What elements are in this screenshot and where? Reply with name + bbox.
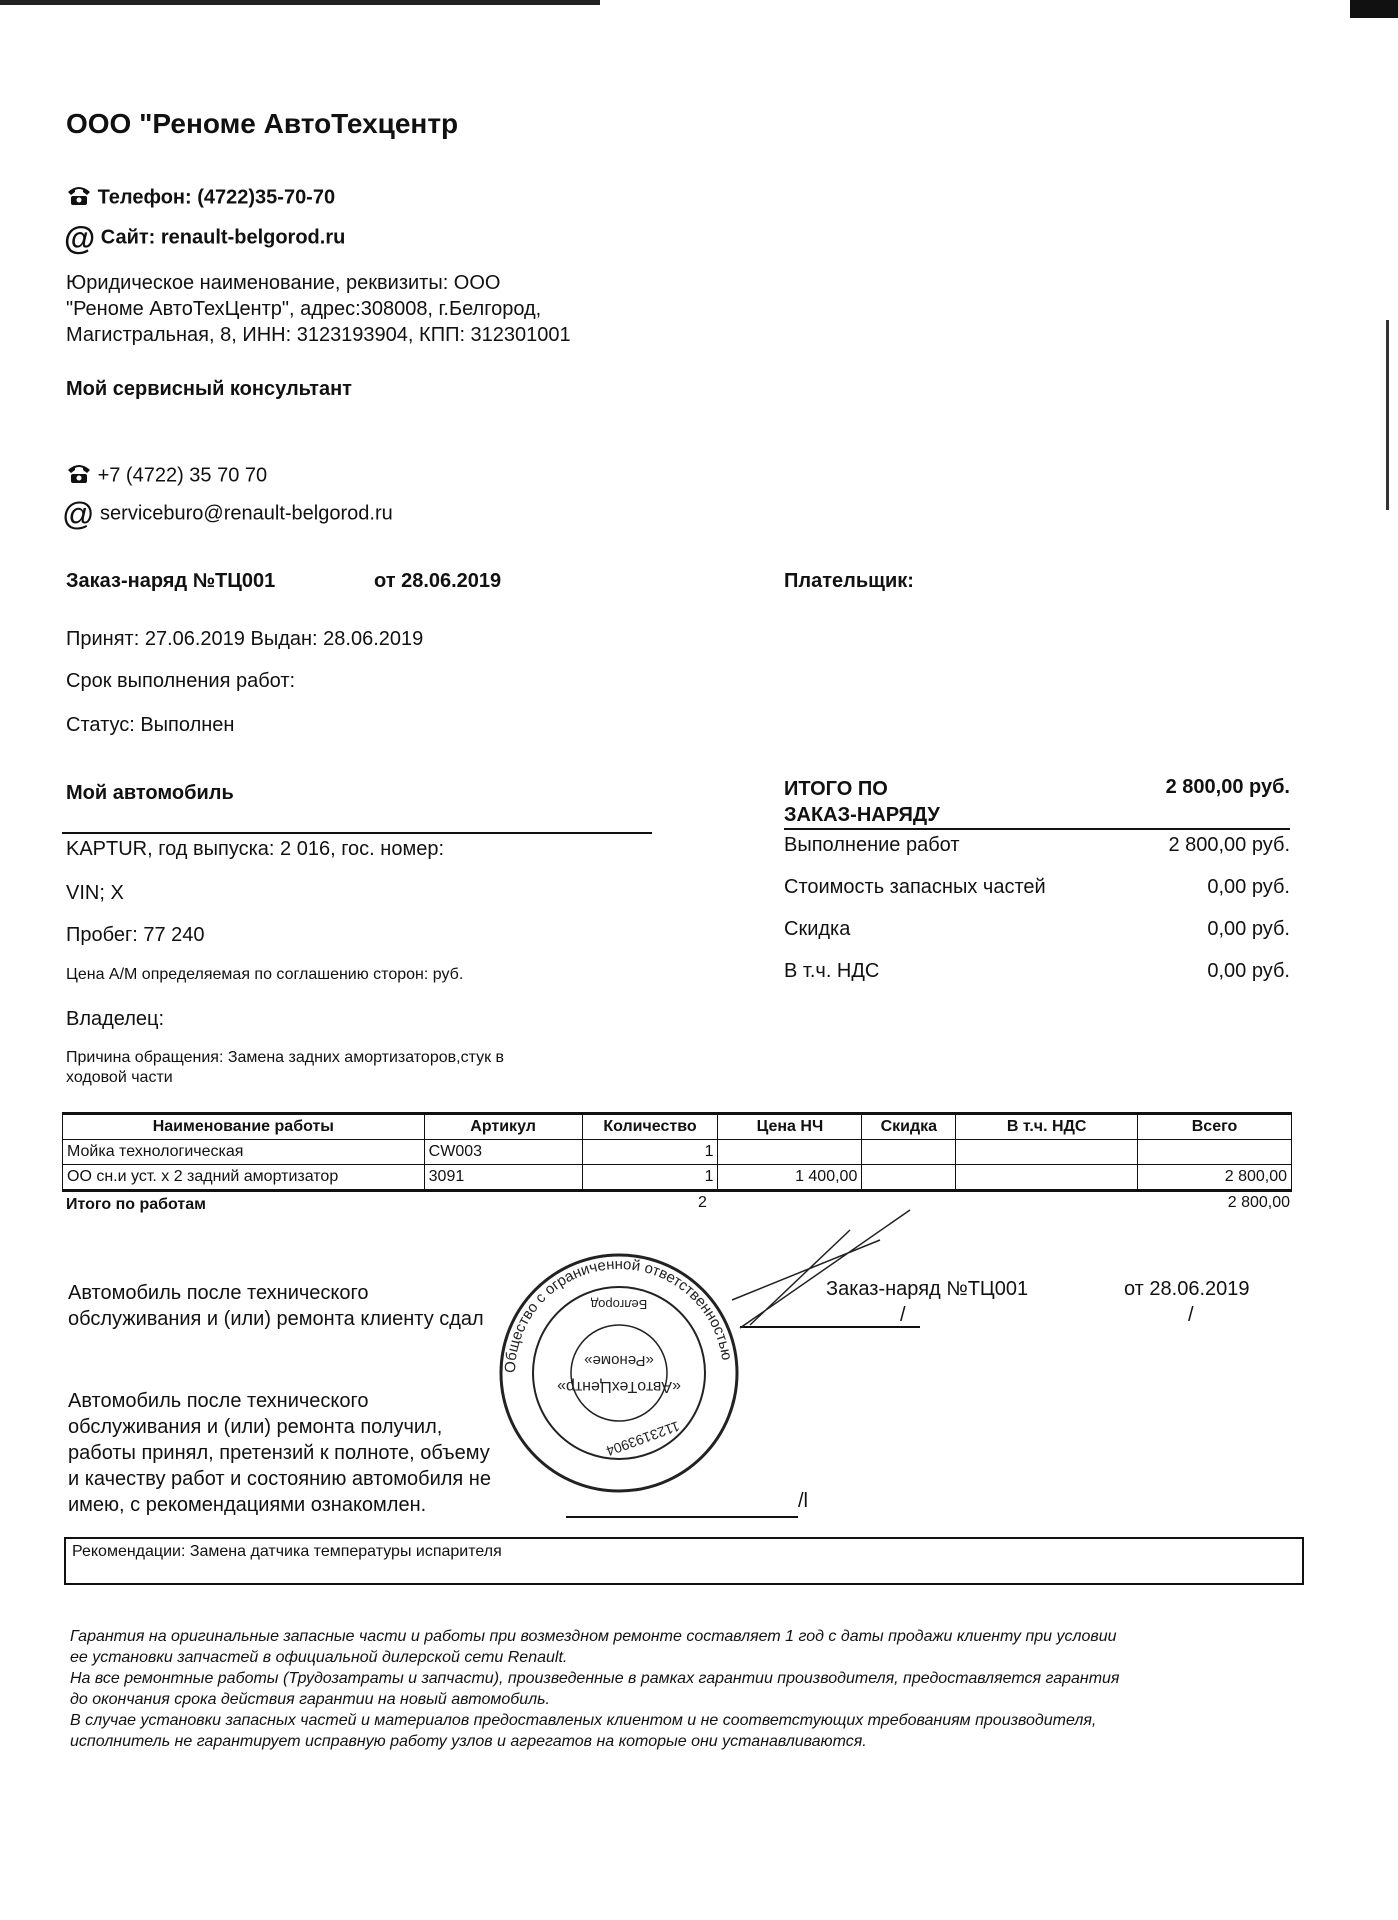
table-cell: 2 800,00 — [1138, 1165, 1292, 1191]
totals-row — [784, 918, 1290, 948]
column-header: Скидка — [862, 1114, 956, 1140]
warranty-footer — [70, 1626, 1306, 1752]
scan-artifact-right — [1350, 0, 1398, 18]
handover-order-ref: Заказ-наряд №ТЦ001 — [826, 1278, 1029, 1300]
totals-heading-line-1: ИТОГО ПО — [784, 778, 888, 800]
table-row — [63, 1140, 1292, 1165]
received-line-4: и качеству работ и состоянию автомобиля не — [68, 1468, 491, 1490]
footer-line: Гарантия на оригинальные запасные части и работы при возмездном ремонте составляет 1 год с даты продажи клиенту при условии — [70, 1628, 1117, 1645]
table-cell — [956, 1165, 1138, 1191]
company-stamp — [494, 1248, 744, 1498]
handover-slash: / — [900, 1304, 906, 1326]
totals-heading — [784, 776, 940, 828]
scan-artifact-side — [1386, 320, 1389, 510]
car-vin: VIN; X — [66, 882, 124, 904]
legal-line-1: Юридическое наименование, реквизиты: ООО — [66, 272, 501, 294]
footer-line: исполнитель не гарантирует исправную работу узлов и агрегатов на которые они устанавливаются. — [70, 1733, 867, 1750]
totals-row — [784, 960, 1290, 990]
stamp-city: Белгород — [590, 1297, 648, 1312]
car-reason-line-2: ходовой части — [66, 1069, 173, 1086]
received-line-1: Автомобиль после технического — [68, 1390, 369, 1412]
handover-text — [68, 1280, 484, 1332]
table-cell — [862, 1165, 956, 1191]
totals-heading-line-2: ЗАКАЗ-НАРЯДУ — [784, 804, 940, 826]
received-text — [68, 1388, 491, 1518]
consultant-phone — [66, 462, 267, 490]
works-total-label: Итого по работам — [66, 1196, 206, 1213]
table-cell: Мойка технологическая — [63, 1140, 425, 1165]
phone-icon — [66, 184, 92, 212]
table-cell: 1 400,00 — [718, 1165, 862, 1191]
handover-slash-2: / — [1188, 1304, 1194, 1326]
totals-row-value: 0,00 руб. — [1207, 918, 1290, 940]
received-line-3: работы принял, претензий к полноте, объему — [68, 1442, 490, 1464]
order-status: Статус: Выполнен — [66, 714, 235, 736]
company-name: ООО "Реноме АвтоТехцентр — [66, 108, 459, 139]
signature-scribble — [730, 1200, 930, 1330]
footer-line: до окончания срока действия гарантии на новый автомобиль. — [70, 1691, 550, 1708]
consultant-email-value: serviceburo@renault-belgorod.ru — [100, 502, 393, 525]
table-cell — [1138, 1140, 1292, 1165]
stamp-inner-top: «АвтоТехЦентр» — [557, 1378, 681, 1395]
company-phone — [66, 184, 335, 212]
consultant-email — [62, 496, 393, 532]
company-legal — [66, 270, 571, 348]
totals-row — [784, 876, 1290, 906]
car-mileage: Пробег: 77 240 — [66, 924, 205, 946]
totals-row-label: Выполнение работ — [784, 834, 960, 856]
totals-row-label: В т.ч. НДС — [784, 960, 880, 982]
works-table-header — [63, 1114, 1292, 1140]
order-number: Заказ-наряд №ТЦ001 — [66, 570, 276, 592]
received-signature-line — [566, 1516, 798, 1518]
recommendations-box — [64, 1537, 1304, 1585]
table-cell: 1 — [582, 1165, 718, 1191]
table-cell — [718, 1140, 862, 1165]
totals-row-value: 2 800,00 руб. — [1168, 834, 1290, 856]
received-slash: /l — [798, 1490, 808, 1512]
car-model: KAPTUR, год выпуска: 2 016, гос. номер: — [66, 838, 445, 860]
car-reason-line-1: Причина обращения: Замена задних амортизаторов,стук в — [66, 1049, 505, 1066]
phone-icon — [66, 462, 92, 490]
column-header: Артикул — [424, 1114, 582, 1140]
footer-line: ее установки запчастей в официальной дилерской сети Renault. — [70, 1649, 568, 1666]
legal-line-2: "Реноме АвтоТехЦентр", адрес:308008, г.Белгород, — [66, 298, 542, 320]
table-cell: CW003 — [424, 1140, 582, 1165]
car-reason — [66, 1048, 504, 1088]
stamp-inner-bottom: «Реноме» — [584, 1352, 654, 1369]
works-table — [62, 1112, 1292, 1192]
handover-line-1: Автомобиль после технического — [68, 1282, 369, 1304]
column-header: Наименование работы — [63, 1114, 425, 1140]
company-site-label: Сайт: renault-belgorod.ru — [100, 226, 346, 249]
table-cell — [862, 1140, 956, 1165]
car-heading: Мой автомобиль — [66, 782, 234, 804]
table-row — [63, 1165, 1292, 1191]
totals-row-label: Стоимость запасных частей — [784, 876, 1046, 898]
totals-row-value: 0,00 руб. — [1207, 960, 1290, 982]
car-price: Цена А/М определяемая по соглашению сторон: руб. — [66, 966, 464, 983]
table-cell: 1 — [582, 1140, 718, 1165]
company-phone-label: Телефон: (4722)35-70-70 — [97, 186, 336, 209]
column-header: В т.ч. НДС — [956, 1114, 1138, 1140]
column-header: Всего — [1138, 1114, 1292, 1140]
totals-grand-total: 2 800,00 руб. — [1165, 776, 1290, 798]
totals-row — [784, 834, 1290, 864]
received-line-5: имею, с рекомендациями ознакомлен. — [68, 1494, 427, 1516]
stamp-numbers: 1123193904 — [604, 1418, 682, 1460]
table-cell: ОО сн.и уст. х 2 задний амортизатор — [63, 1165, 425, 1191]
totals-rule — [784, 828, 1290, 830]
footer-line: На все ремонтные работы (Трудозатраты и запчасти), произведенные в рамках гарантии производителя, предоставляется гарантия — [70, 1670, 1120, 1687]
works-total-sum: 2 800,00 — [1227, 1194, 1290, 1211]
stamp-outer-text: Общество с ограниченной ответственностью — [501, 1255, 736, 1374]
handover-order-date: от 28.06.2019 — [1124, 1278, 1250, 1300]
consultant-heading: Мой сервисный консультант — [66, 378, 352, 400]
footer-line: В случае установки запасных частей и материалов предоставленых клиентом и не соответстующих требованиям производителя, — [70, 1712, 1097, 1729]
consultant-phone-value: +7 (4722) 35 70 70 — [97, 464, 268, 487]
scan-artifact-top — [0, 0, 600, 5]
at-icon: @ — [64, 220, 96, 256]
works-total-qty: 2 — [698, 1194, 707, 1211]
received-line-2: обслуживания и (или) ремонта получил, — [68, 1416, 443, 1438]
table-cell — [956, 1140, 1138, 1165]
payer-label: Плательщик: — [784, 570, 914, 592]
car-heading-rule — [62, 832, 652, 834]
at-icon: @ — [62, 496, 95, 532]
recommendations-text: Рекомендации: Замена датчика температуры испарителя — [72, 1543, 502, 1560]
order-date: от 28.06.2019 — [374, 570, 502, 592]
car-owner: Владелец: — [66, 1008, 165, 1030]
company-site — [64, 220, 346, 256]
totals-row-value: 0,00 руб. — [1207, 876, 1290, 898]
order-dates: Принят: 27.06.2019 Выдан: 28.06.2019 — [66, 628, 424, 650]
totals-block — [784, 776, 1290, 982]
legal-line-3: Магистральная, 8, ИНН: 3123193904, КПП: 312301001 — [66, 324, 571, 346]
column-header: Цена НЧ — [718, 1114, 862, 1140]
order-term: Срок выполнения работ: — [66, 670, 296, 692]
handover-line-2: обслуживания и (или) ремонта клиенту сдал — [68, 1308, 484, 1330]
totals-row-label: Скидка — [784, 918, 851, 940]
column-header: Количество — [582, 1114, 718, 1140]
table-cell: 3091 — [424, 1165, 582, 1191]
